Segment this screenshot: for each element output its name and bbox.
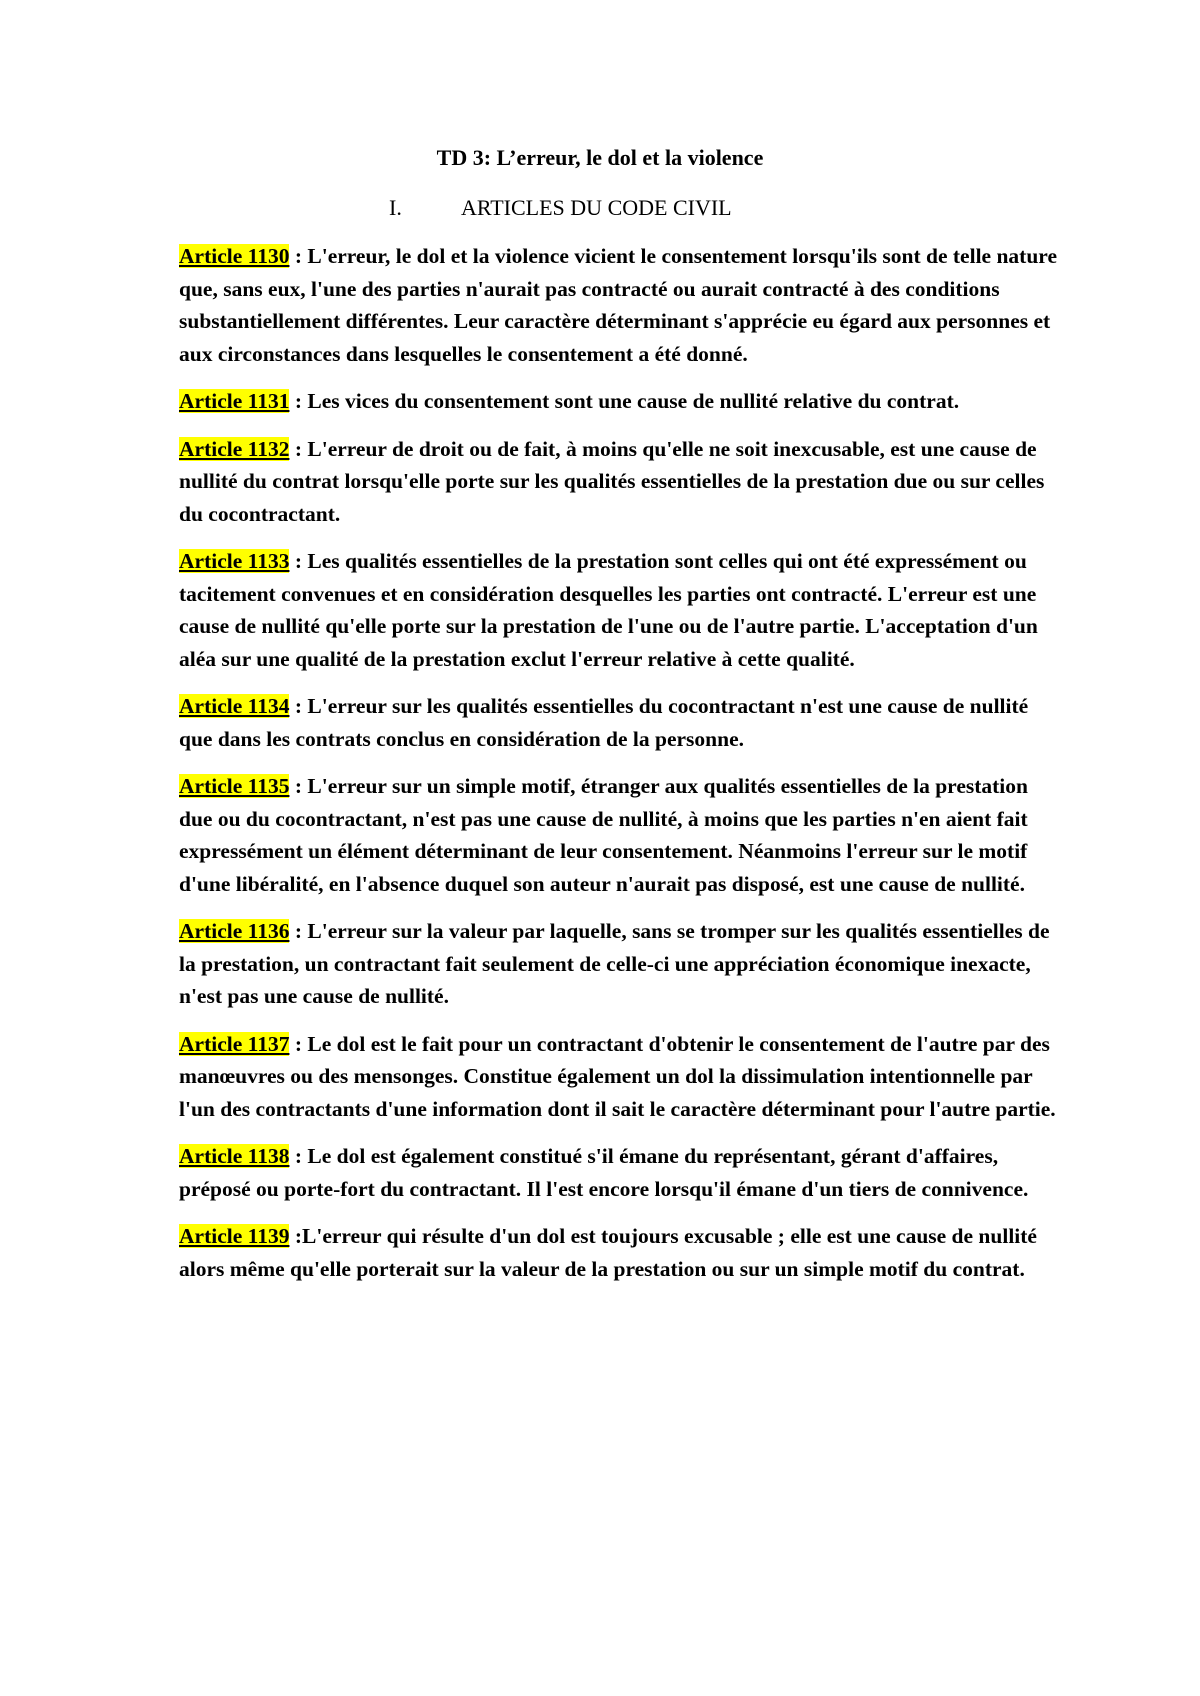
article-text: L'erreur sur un simple motif, étranger aux qualités essentielles de la prestation due ou du cocontractant, n'est pas une cause de nullité, à moins que les parties n'en aient fait expressément un élément déterminant de leur consentement. Néanmoins l'erreur sur le motif d'une libéralité, en l'absence duquel son auteur n'aurait pas disposé, est une cause de nullité.	[179, 774, 1028, 896]
article-label: Article 1133	[179, 549, 290, 573]
article-1136	[179, 915, 1059, 1013]
article-label: Article 1134	[179, 694, 290, 718]
article-separator: :	[289, 919, 308, 943]
article-text: L'erreur, le dol et la violence vicient le consentement lorsqu'ils sont de telle nature que, sans eux, l'une des parties n'aurait pas contracté ou aurait contracté à des conditions substantiellement différentes. Leur caractère déterminant s'apprécie eu égard aux personnes et aux circonstances dans lesquelles le consentement a été donné.	[179, 244, 1057, 366]
article-1137	[179, 1028, 1059, 1126]
article-1133	[179, 545, 1059, 675]
article-label: Article 1132	[179, 436, 290, 461]
article-text: L'erreur qui résulte d'un dol est toujours excusable ; elle est une cause de nullité alors même qu'elle porterait sur la valeur de la prestation ou sur un simple motif du contrat.	[179, 1224, 1037, 1281]
article-separator: :	[289, 389, 308, 413]
article-text: L'erreur sur la valeur par laquelle, sans se tromper sur les qualités essentielles de la prestation, un contractant fait seulement de celle-ci une appréciation économique inexacte, n'est pas une cause de nullité.	[179, 919, 1050, 1008]
article-separator: :	[289, 244, 308, 268]
document-title: TD 3: L’erreur, le dol et la violence	[436, 145, 764, 170]
article-separator: :	[289, 1224, 302, 1248]
article-1130	[179, 240, 1059, 370]
article-1139	[179, 1220, 1059, 1285]
article-text: L'erreur de droit ou de fait, à moins qu'elle ne soit inexcusable, est une cause de nullité du contrat lorsqu'elle porte sur les qualités essentielles de la prestation due ou sur celles du cocontractant.	[179, 436, 1045, 526]
article-text: Le dol est le fait pour un contractant d'obtenir le consentement de l'autre par des manœuvres ou des mensonges. Constitue également un dol la dissimulation intentionnelle par l'un des contractants d'une information dont il sait le caractère déterminant pour l'autre partie.	[179, 1031, 1056, 1121]
article-separator: :	[289, 774, 308, 798]
article-separator: :	[289, 1144, 308, 1168]
section-title: ARTICLES DU CODE CIVIL	[461, 195, 732, 220]
article-label: Article 1131	[179, 389, 290, 413]
article-1134	[179, 690, 1059, 755]
article-separator: :	[289, 1031, 308, 1056]
section-number: I.	[389, 195, 402, 220]
article-separator: :	[289, 436, 308, 461]
article-label: Article 1138	[179, 1144, 290, 1168]
article-label: Article 1136	[179, 919, 290, 943]
article-label: Article 1137	[179, 1031, 290, 1056]
article-label: Article 1139	[179, 1224, 290, 1248]
article-1135	[179, 770, 1059, 900]
article-text: Les qualités essentielles de la prestation sont celles qui ont été expressément ou tacitement convenues et en considération desquelles les parties ont contracté. L'erreur est une cause de nullité qu'elle porte sur la prestation de l'une ou de l'autre partie. L'acceptation d'un aléa sur une qualité de la prestation exclut l'erreur relative à cette qualité.	[179, 549, 1038, 671]
article-text: Les vices du consentement sont une cause de nullité relative du contrat.	[307, 389, 960, 413]
article-1138	[179, 1140, 1059, 1205]
article-text: Le dol est également constitué s'il émane du représentant, gérant d'affaires, préposé ou porte-fort du contractant. Il l'est encore lorsqu'il émane d'un tiers de connivence.	[179, 1144, 1029, 1201]
article-separator: :	[289, 549, 308, 573]
article-1131	[179, 385, 1059, 418]
article-1132	[179, 433, 1059, 531]
articles-list	[179, 240, 1059, 1300]
article-text: L'erreur sur les qualités essentielles du cocontractant n'est une cause de nullité que dans les contrats conclus en considération de la personne.	[179, 694, 1029, 751]
article-separator: :	[289, 694, 308, 718]
article-label: Article 1130	[179, 244, 290, 268]
article-label: Article 1135	[179, 774, 290, 798]
